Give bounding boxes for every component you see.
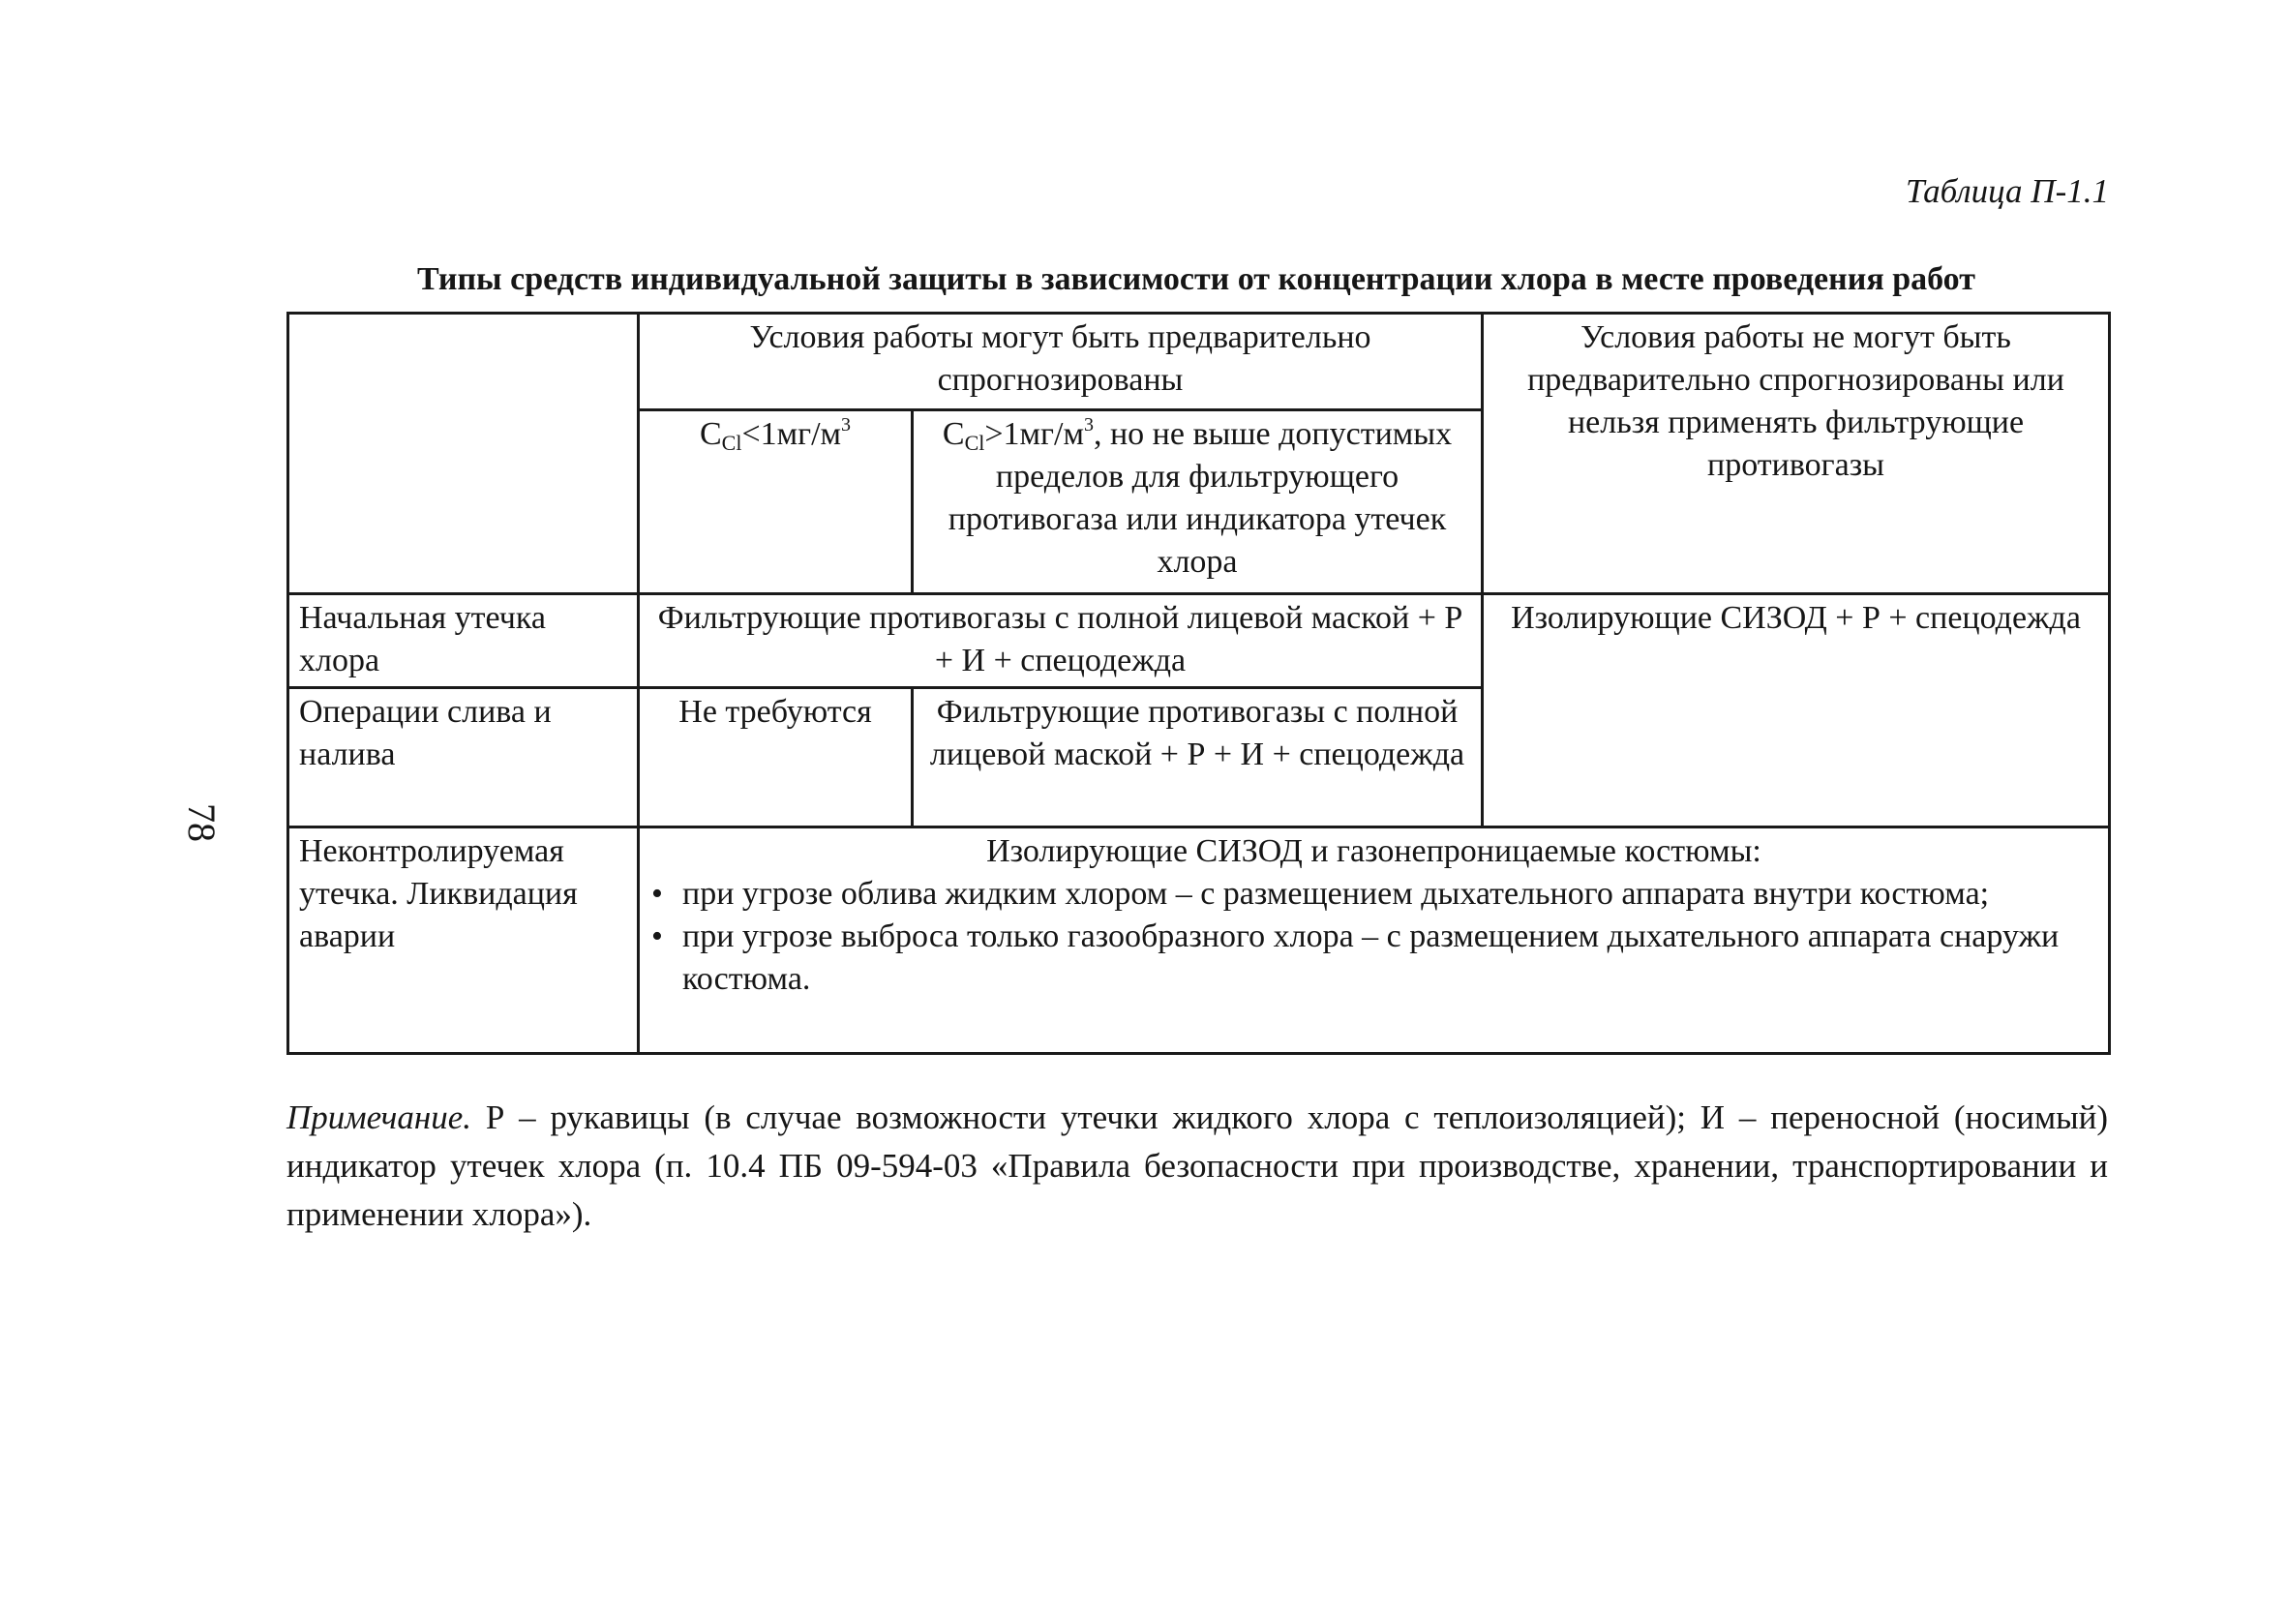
high-threshold: >1мг/м <box>984 416 1084 452</box>
predictable-header-cell: Условия работы могут быть предварительно спрогнозированы <box>639 314 1483 410</box>
row-label-initial-leak: Начальная утечка хлора <box>288 594 639 688</box>
table-row <box>288 827 2110 1054</box>
bullet-icon: • <box>651 876 663 912</box>
bullet-text: при угрозе выброса только газообразного хлора – с размещением дыхательного аппарата снаружи костюма. <box>682 918 2060 997</box>
initial-leak-predictable-cell: Фильтрующие противогазы с полной лицевой маской + Р + И + спецодежда <box>639 594 1483 688</box>
empty-corner-cell <box>288 314 639 594</box>
note-text: Р – рукавицы (в случае возможности утечки жидкого хлора с теплоизоляцией); И – переносной (носимый) индикатор утечек хлора (п. 10.4 ПБ 09-594-03 «Правила безопасности при производстве, хранении, транспортировании и применении хлора»). <box>286 1098 2108 1233</box>
drain-fill-high-cell: Фильтрующие противогазы с полной лицевой маской + Р + И + спецодежда <box>913 688 1483 827</box>
table-label: Таблица П-1.1 <box>1905 172 2109 210</box>
not-predictable-header-cell: Условия работы не могут быть предварительно спрогнозированы или нельзя применять фильтрующие противогазы <box>1483 314 2110 594</box>
table-note <box>286 1094 2108 1239</box>
row-label-drain-fill: Операции слива и налива <box>288 688 639 827</box>
bullet-text: при угрозе облива жидким хлором – с размещением дыхательного аппарата внутри костюма; <box>682 876 1990 912</box>
ppe-table <box>286 312 2111 1055</box>
chlorine-subscript: Cl <box>721 431 742 455</box>
row-label-uncontrolled-leak: Неконтролируемая утечка. Ликвидация аварии <box>288 827 639 1054</box>
uncontrolled-heading: Изолирующие СИЗОД и газонепроницаемые костюмы: <box>986 833 1761 869</box>
chlorine-subscript: Cl <box>964 431 985 455</box>
concentration-symbol: С <box>699 416 722 452</box>
table-title: Типы средств индивидуальной защиты в зависимости от концентрации хлора в месте проведения работ <box>417 261 1975 297</box>
drain-fill-low-cell: Не требуются <box>639 688 913 827</box>
low-threshold: <1мг/м <box>741 416 842 452</box>
high-threshold-description: , но не выше допустимых пределов для фильтрующего противогаза или индикатора утечек хлора <box>948 416 1453 580</box>
page-number: 78 <box>180 803 224 842</box>
concentration-symbol: С <box>942 416 965 452</box>
list-item <box>649 873 2098 916</box>
cubic-superscript: 3 <box>841 414 852 436</box>
table-row <box>288 314 2110 410</box>
table-row <box>288 594 2110 688</box>
cubic-superscript: 3 <box>1083 414 1094 436</box>
bullet-icon: • <box>651 918 663 954</box>
note-label: Примечание. <box>286 1098 472 1136</box>
isolating-ppe-cell: Изолирующие СИЗОД + Р + спецодежда <box>1483 594 2110 827</box>
list-item <box>649 916 2098 1001</box>
high-concentration-header-cell <box>913 410 1483 594</box>
uncontrolled-leak-cell <box>639 827 2110 1054</box>
uncontrolled-bullet-list <box>649 873 2098 1001</box>
low-concentration-header-cell <box>639 410 913 594</box>
